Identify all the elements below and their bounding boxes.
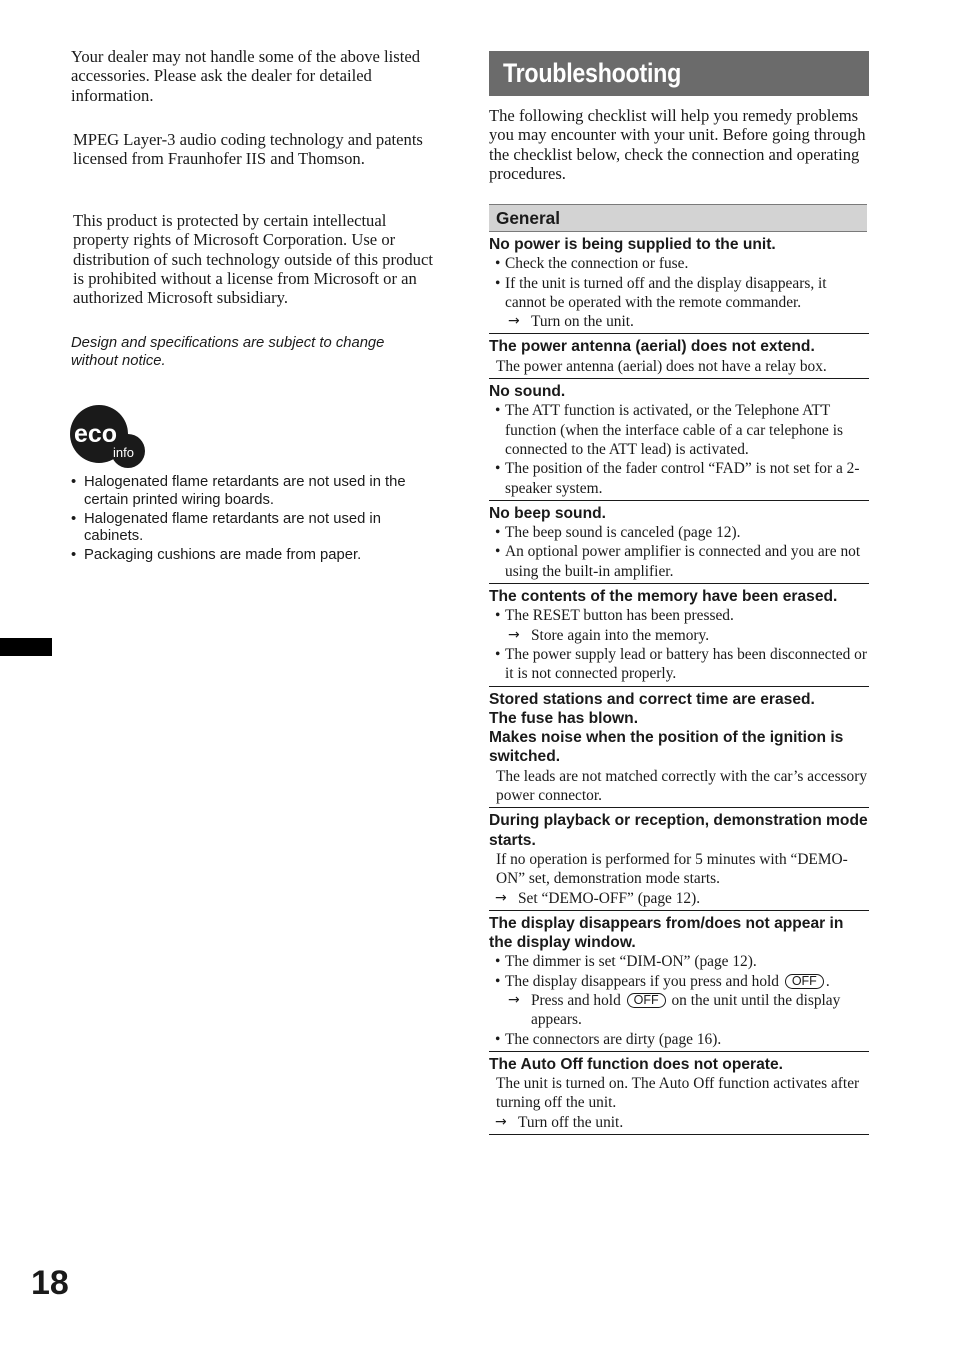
eco-info-list: [71, 474, 441, 566]
issue-title: The display disappears from/does not appear in the display window.: [489, 914, 844, 952]
issue-block: [489, 586, 869, 686]
dealer-note: Your dealer may not handle some of the above listed accessories. Please ask the dealer for detailed information.: [71, 47, 421, 105]
issue-items: [489, 952, 869, 1048]
issue-block: [489, 913, 869, 1052]
issue-title: No power is being supplied to the unit.: [489, 236, 776, 253]
troubleshooting-title-bar: [489, 51, 869, 96]
cause-item: • The dimmer is set “DIM-ON” (page 12).: [489, 952, 869, 971]
issue-items: [489, 850, 869, 908]
issue-block: [489, 234, 869, 334]
cause-text: If no operation is performed for 5 minutes with “DEMO-ON” set, demonstration mode starts.: [496, 850, 848, 888]
cause-item: • The connectors are dirty (page 16).: [489, 1030, 869, 1049]
remedy-item: → Turn off the unit.: [489, 1113, 869, 1132]
issue-block: [489, 503, 869, 584]
troubleshooting-checklist: [489, 234, 869, 1137]
cause-item: • Check the connection or fuse.: [489, 254, 869, 273]
issue-title: Stored stations and correct time are erased.: [489, 690, 815, 708]
eco-list-item: • Halogenated flame retardants are not used in cabinets.: [71, 511, 441, 547]
eco-list-item: • Packaging cushions are made from paper.: [71, 547, 441, 565]
cause-text: The unit is turned on. The Auto Off function activates after turning off the unit.: [496, 1075, 860, 1112]
item-text-after: .: [825, 972, 830, 990]
cause-item: [489, 972, 869, 991]
cause-text: The leads are not matched correctly with the car’s accessory power connector.: [496, 767, 868, 805]
page-title: Troubleshooting: [503, 58, 682, 88]
page-number: 18: [31, 1264, 69, 1302]
remedy-item: → Set “DEMO-OFF” (page 12).: [489, 889, 869, 908]
cause-item: • The ATT function is activated, or the Telephone ATT function (when the interface cable of a car telephone is connected to the ATT lead) is activated.: [489, 401, 869, 459]
issue-block: [489, 1054, 869, 1135]
issue-title: No beep sound.: [489, 504, 606, 522]
section-tab-marker: [0, 638, 52, 656]
off-button-glyph: OFF: [785, 974, 824, 989]
issue-block: [489, 810, 869, 910]
cause-item: • The RESET button has been pressed.: [489, 606, 869, 625]
section-header-bar: [489, 204, 867, 232]
eco-info-logo: [70, 404, 148, 468]
cause-item: • If the unit is turned off and the display disappears, it cannot be operated with the remote commander.: [489, 274, 869, 313]
issue-block: [489, 336, 869, 379]
off-button-glyph: OFF: [627, 993, 666, 1008]
item-text: The display disappears if you press and hold: [505, 972, 783, 990]
issue-items: [489, 767, 869, 806]
microsoft-license-note: This product is protected by certain intellectual property rights of Microsoft Corporation. Use or distribution of such technology outside of this product is prohibited without a license from Microsoft or an authorized Microsoft subsidiary.: [73, 211, 433, 308]
issue-title: During playback or reception, demonstration mode starts.: [489, 812, 868, 849]
remedy-item: → Turn on the unit.: [489, 312, 869, 331]
section-header: General: [496, 208, 561, 228]
item-text: Press and hold: [531, 991, 625, 1009]
mpeg-license-note: MPEG Layer-3 audio coding technology and patents licensed from Fraunhofer IIS and Thomson.: [73, 130, 423, 169]
issue-items: [489, 1074, 869, 1132]
eco-logo-word: eco: [74, 420, 118, 448]
issue-items: [489, 401, 869, 497]
item-text-after: on the unit until the display appears.: [531, 991, 841, 1029]
issue-items: [489, 254, 869, 331]
remedy-item: [489, 991, 869, 1030]
remedy-item: → Store again into the memory.: [489, 626, 869, 645]
cause-item: • The power supply lead or battery has been disconnected or it is not connected properly.: [489, 645, 869, 684]
issue-title: No sound.: [489, 383, 566, 401]
issue-items: [489, 606, 869, 683]
cause-text: The power antenna (aerial) does not have a relay box.: [496, 357, 827, 375]
issue-block: [489, 689, 869, 809]
cause-item: • The beep sound is canceled (page 12).: [489, 523, 869, 542]
issue-title: The contents of the memory have been erased.: [489, 588, 838, 606]
cause-item: • The position of the fader control “FAD” is not set for a 2-speaker system.: [489, 459, 869, 498]
design-change-note: Design and specifications are subject to change without notice.: [71, 335, 385, 370]
issue-items: [489, 357, 869, 376]
issue-title: The Auto Off function does not operate.: [489, 1055, 783, 1073]
intro-paragraph: The following checklist will help you remedy problems you may encounter with your unit. Before going through the checklist below, check the connection and operating procedures.: [489, 106, 866, 183]
cause-item: • An optional power amplifier is connected and you are not using the built-in amplifier.: [489, 542, 869, 581]
issue-title: Makes noise when the position of the ignition is switched.: [489, 729, 844, 766]
issue-items: [489, 523, 869, 581]
issue-title: The power antenna (aerial) does not extend.: [489, 338, 815, 356]
issue-title: The fuse has blown.: [489, 709, 639, 727]
issue-block: [489, 381, 869, 501]
eco-list-item: • Halogenated flame retardants are not used in the certain printed wiring boards.: [71, 474, 441, 510]
eco-logo-sub: info: [113, 445, 134, 460]
